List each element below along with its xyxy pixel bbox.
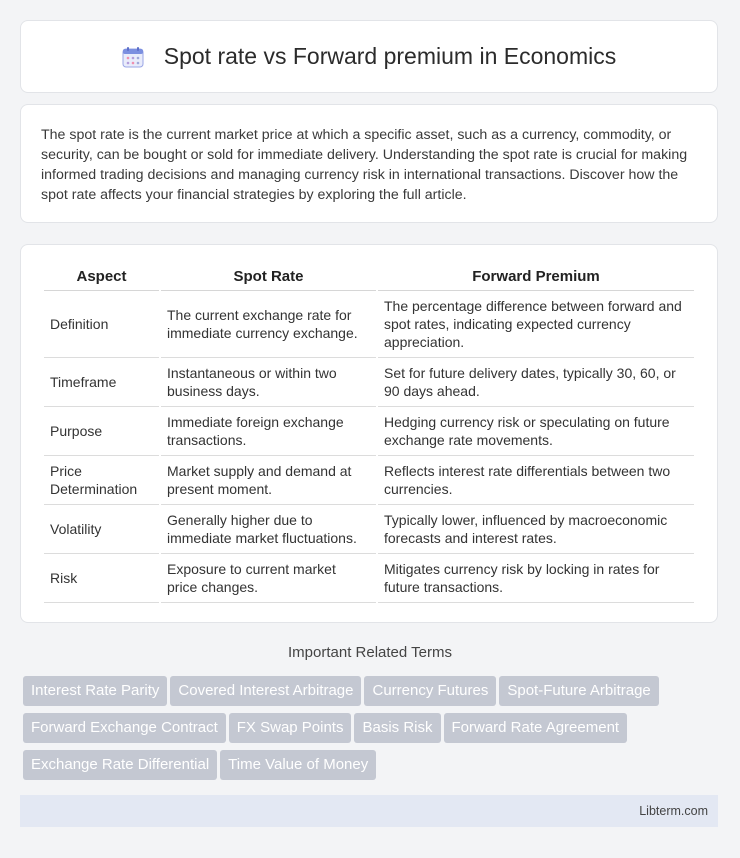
cell-spot-rate: Exposure to current market price changes. [161,554,376,603]
cell-forward-premium: Reflects interest rate differentials between two currencies. [378,456,694,505]
calendar-icon [122,46,144,68]
related-term-tag[interactable]: Currency Futures [364,676,496,706]
cell-aspect: Purpose [44,407,159,456]
header-spot-rate: Spot Rate [161,265,376,291]
cell-spot-rate: Instantaneous or within two business days. [161,358,376,407]
intro-text: The spot rate is the current market price at which a specific asset, such as a currency, commodity, or security, can be bought or sold for immediate delivery. Understanding the spot rate is crucial for making informed trading decisions and managing currency risk in international transactions. Discover how the spot rate affects your financial strategies by exploring the full article. [41,127,688,203]
intro-card [20,104,718,223]
table-row [44,407,694,456]
header-forward-premium: Forward Premium [378,265,694,291]
title-card [20,20,718,93]
related-terms-title: Important Related Terms [288,644,452,661]
related-term-tag[interactable]: Forward Rate Agreement [444,713,628,743]
footer-brand-link[interactable]: Libterm.com [639,804,708,818]
cell-forward-premium: Set for future delivery dates, typically 30, 60, or 90 days ahead. [378,358,694,407]
table-row [44,358,694,407]
comparison-table [42,265,696,603]
related-term-tag[interactable]: Spot-Future Arbitrage [499,676,658,706]
related-term-tag[interactable]: Time Value of Money [220,750,376,780]
footer [20,795,718,827]
cell-spot-rate: Market supply and demand at present moment. [161,456,376,505]
cell-aspect: Definition [44,291,159,358]
page-title: Spot rate vs Forward premium in Economics [163,43,617,69]
table-row [44,505,694,554]
table-header-row [44,265,694,291]
related-term-tag[interactable]: Exchange Rate Differential [23,750,217,780]
related-term-tag[interactable]: Basis Risk [354,713,440,743]
table-row [44,554,694,603]
related-term-tag[interactable]: Interest Rate Parity [23,676,167,706]
cell-aspect: Volatility [44,505,159,554]
related-term-tag[interactable]: FX Swap Points [229,713,352,743]
comparison-table-card [20,244,718,623]
cell-aspect: Price Determination [44,456,159,505]
cell-spot-rate: Generally higher due to immediate market fluctuations. [161,505,376,554]
cell-spot-rate: The current exchange rate for immediate currency exchange. [161,291,376,358]
cell-spot-rate: Immediate foreign exchange transactions. [161,407,376,456]
header-aspect: Aspect [44,265,159,291]
related-term-tag[interactable]: Forward Exchange Contract [23,713,226,743]
table-row [44,291,694,358]
cell-forward-premium: Mitigates currency risk by locking in rates for future transactions. [378,554,694,603]
table-row [44,456,694,505]
cell-forward-premium: Hedging currency risk or speculating on future exchange rate movements. [378,407,694,456]
cell-aspect: Risk [44,554,159,603]
cell-aspect: Timeframe [44,358,159,407]
related-term-tag[interactable]: Covered Interest Arbitrage [170,676,361,706]
cell-forward-premium: Typically lower, influenced by macroeconomic forecasts and interest rates. [378,505,694,554]
related-terms-list [23,676,723,787]
cell-forward-premium: The percentage difference between forward and spot rates, indicating expected currency appreciation. [378,291,694,358]
